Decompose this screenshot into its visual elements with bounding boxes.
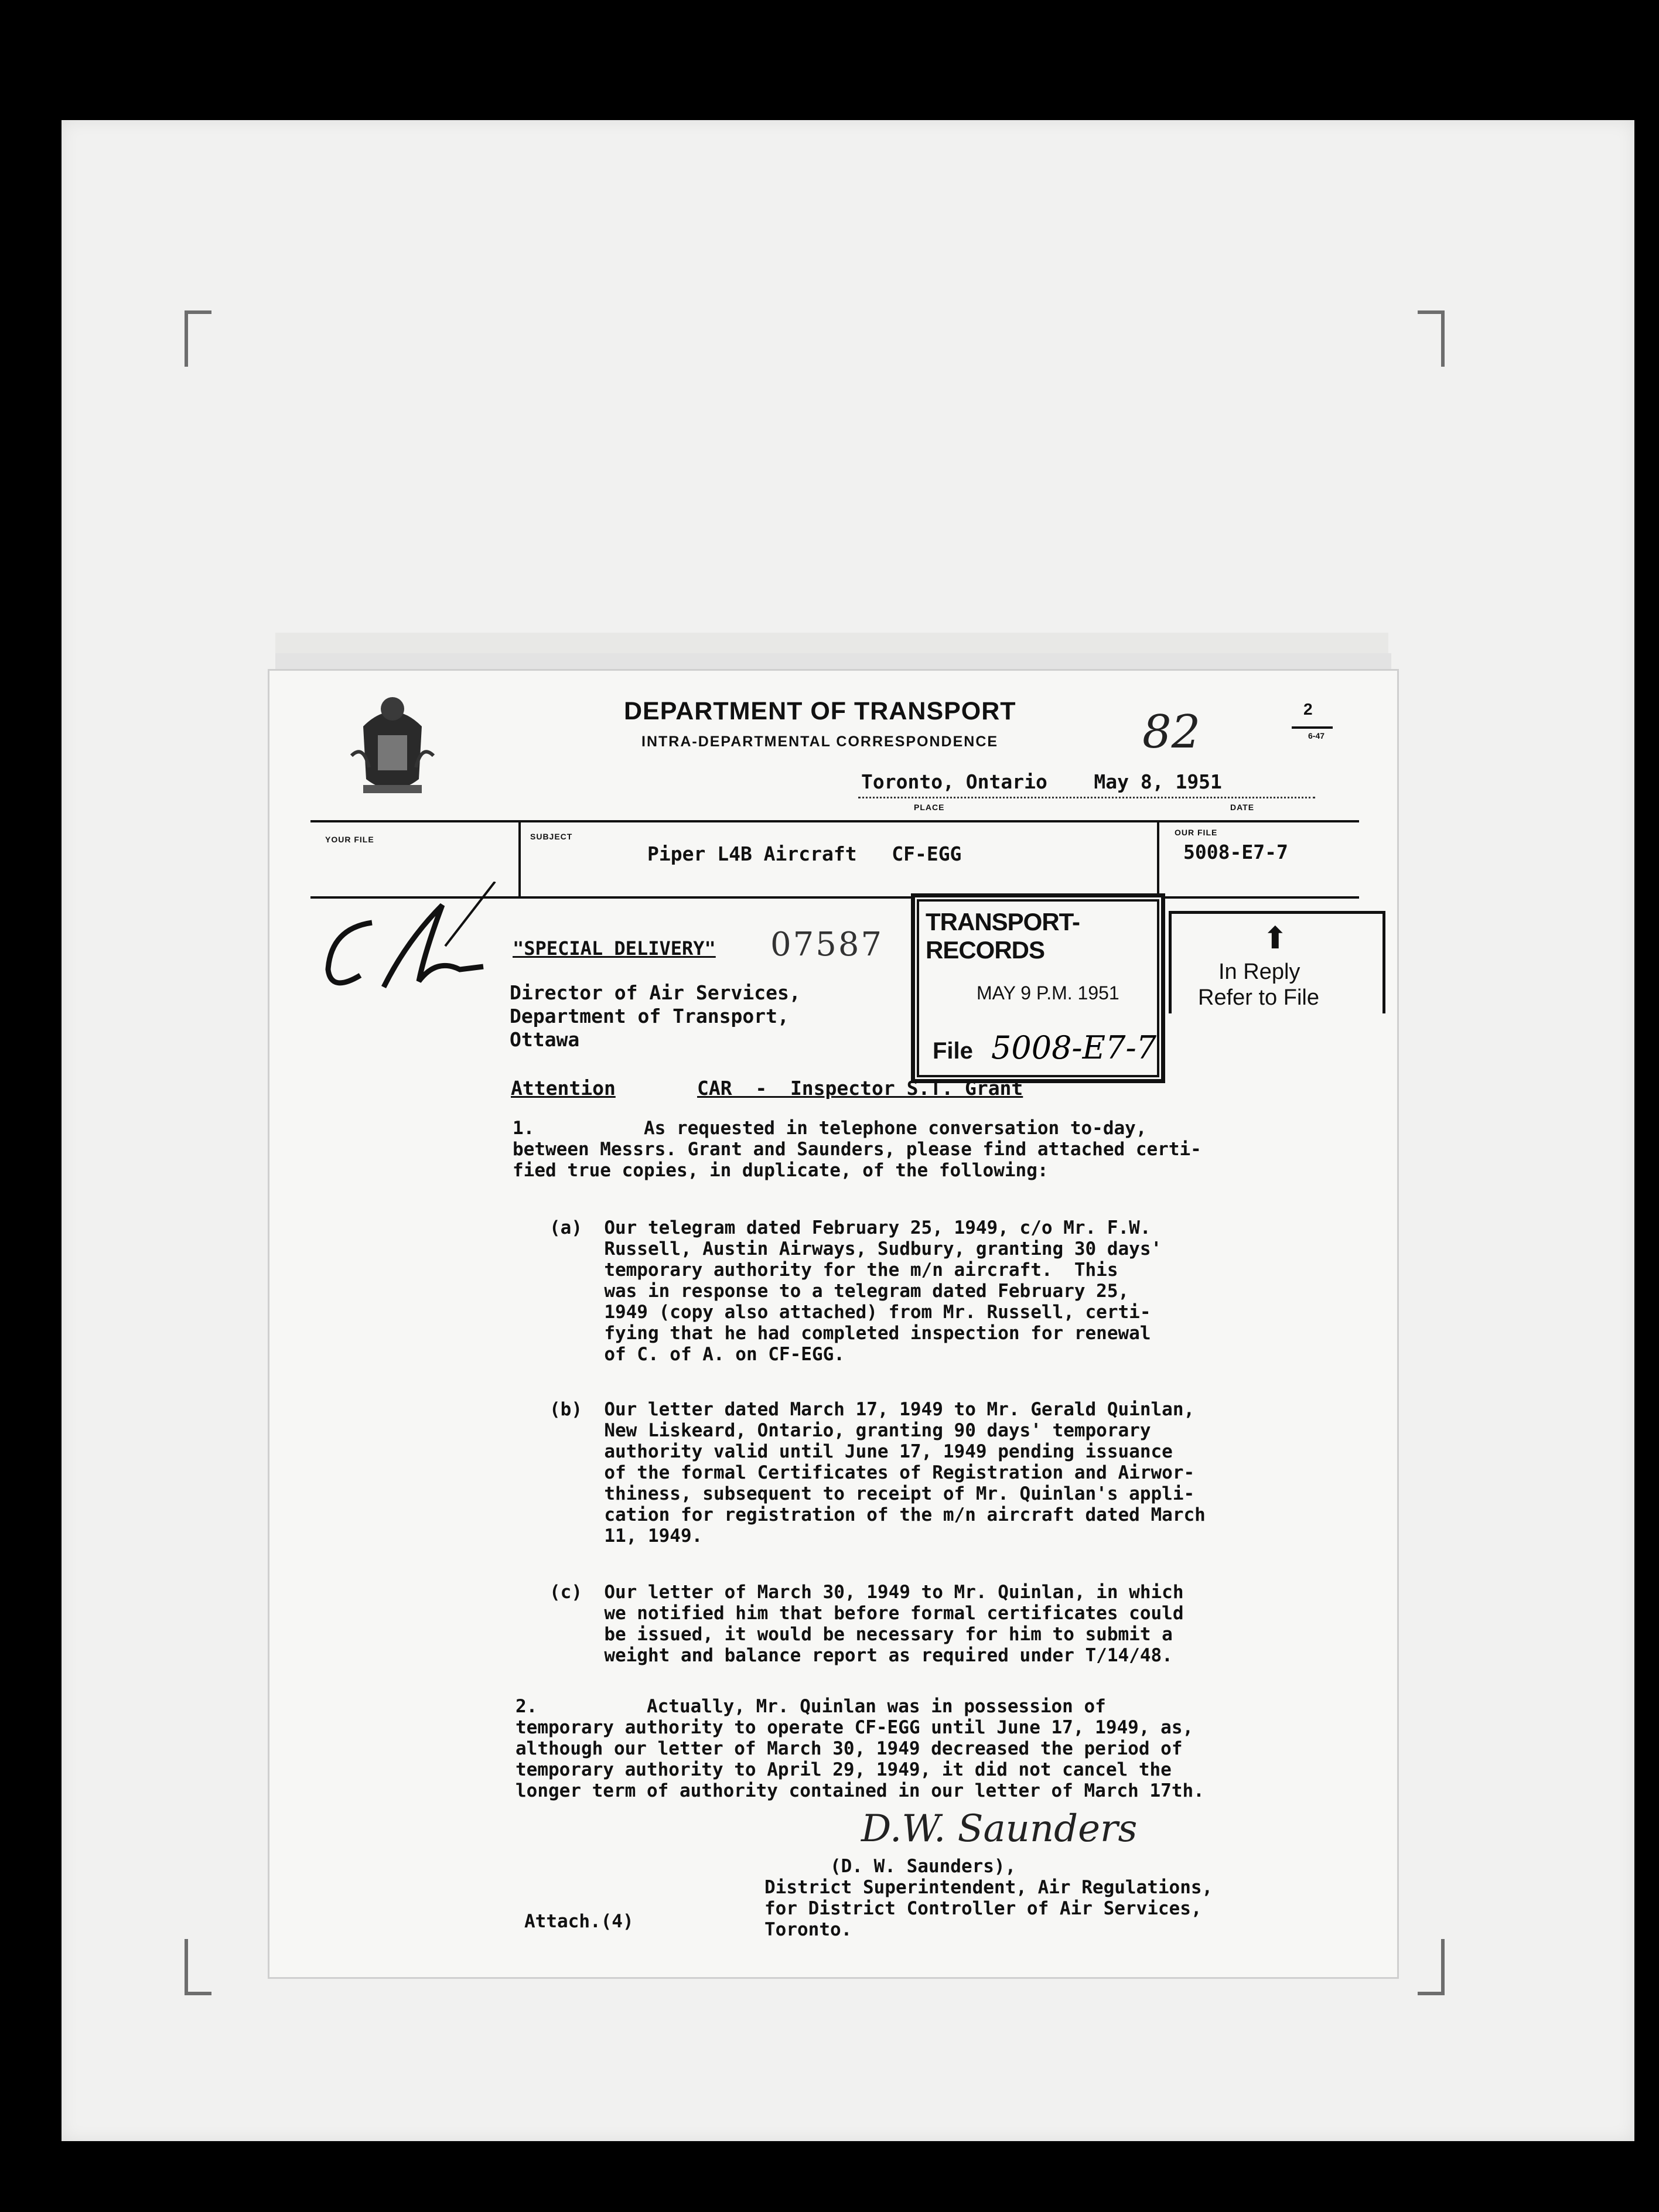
- reply-line-1: In Reply: [1218, 960, 1300, 984]
- paragraph-2: 2. Actually, Mr. Quinlan was in possession of temporary authority to operate CF-EGG until June 17, 1949, as, although our letter of March 30, 1949 decreased the period of temporary authority to April 29, 1949, it did not cancel the longer term of authority contained in our letter of March 17th.: [516, 1696, 1204, 1801]
- up-arrow-icon: ⬆: [1262, 921, 1288, 955]
- our-file-label: OUR FILE: [1175, 828, 1218, 837]
- signature-block: (D. W. Saunders), District Superintendent, Air Regulations, for District Controller of Air Services, Toronto.: [764, 1856, 1213, 1940]
- records-stamp-title: TRANSPORT-RECORDS: [926, 908, 1080, 964]
- handwritten-signature: D.W. Saunders: [861, 1807, 1138, 1851]
- our-file-value: 5008-E7-7: [1183, 841, 1288, 863]
- attention-label: Attention: [511, 1077, 616, 1100]
- paragraph-1a: (a) Our telegram dated February 25, 1949, c/o Mr. F.W. Russell, Austin Airways, Sudbury, granting 30 days' temporary authority for the m/n aircraft. This was in response to a telegram dated February 25, 1949 (copy also attached) from Mr. Russell, certi- fying that he had completed inspection for renewal of C. of A. on CF-EGG.: [549, 1217, 1162, 1365]
- stamp-number: 07587: [770, 926, 884, 964]
- crop-mark-top-right: [1418, 310, 1445, 367]
- reply-line-2: Refer to File: [1198, 985, 1319, 1010]
- coat-of-arms-icon: [346, 691, 439, 803]
- paragraph-1c: (c) Our letter of March 30, 1949 to Mr. Quinlan, in which we notified him that before formal certificates could be issued, it would be necessary for him to submit a weight and balance report as required under T/14/48.: [549, 1582, 1184, 1666]
- special-delivery-label: "SPECIAL DELIVERY": [513, 937, 716, 960]
- subject-value: Piper L4B Aircraft CF-EGG: [647, 842, 962, 865]
- crop-mark-top-left: [185, 310, 211, 367]
- place-date-line: [861, 770, 1222, 793]
- date-label: DATE: [1230, 803, 1255, 812]
- handwritten-initials-icon: [319, 882, 507, 1011]
- subject-label: SUBJECT: [530, 832, 573, 841]
- attention-value: CAR - Inspector S.T. Grant: [697, 1077, 1023, 1100]
- your-file-label: YOUR FILE: [325, 835, 374, 844]
- reply-box: [1169, 911, 1385, 1013]
- records-stamp-file-label: File: [933, 1038, 973, 1064]
- handwritten-page-number: 82: [1142, 706, 1201, 759]
- fields-divider-1: [518, 821, 521, 897]
- crop-mark-bottom-left: [185, 1939, 211, 1995]
- paragraph-1: 1. As requested in telephone conversation to-day, between Messrs. Grant and Saunders, please find attached certi- fied true copies, in duplicate, of the following:: [513, 1118, 1201, 1181]
- form-number: 2: [1303, 700, 1313, 718]
- place-value: Toronto, Ontario: [861, 770, 1047, 793]
- paragraph-1b: (b) Our letter dated March 17, 1949 to Mr. Gerald Quinlan, New Liskeard, Ontario, granting 90 days' temporary authority valid until June 17, 1949 pending issuance of the formal Certificates of Registration and Airwor- thiness, subsequent to receipt of Mr. Quinlan's appli- cation for registration of the m/n aircraft dated March 11, 1949.: [549, 1399, 1206, 1547]
- department-subtitle: INTRA-DEPARTMENTAL CORRESPONDENCE: [641, 733, 999, 750]
- recipient-address: [510, 981, 801, 1052]
- form-number-divider: [1292, 726, 1333, 729]
- transport-records-stamp: [911, 893, 1165, 1083]
- crop-mark-bottom-right: [1418, 1939, 1445, 1995]
- fields-divider-2: [1157, 821, 1159, 897]
- place-label: PLACE: [914, 803, 945, 812]
- address-line-1: Director of Air Services,: [510, 981, 801, 1004]
- attachment-note: Attach.(4): [524, 1911, 634, 1932]
- address-line-2: Department of Transport,: [510, 1005, 789, 1028]
- form-revision: 6-47: [1308, 731, 1325, 740]
- fields-top-rule: [310, 820, 1359, 822]
- address-line-3: Ottawa: [510, 1028, 580, 1051]
- date-value: May 8, 1951: [1094, 770, 1222, 793]
- records-stamp-file-value: 5008-E7-7: [991, 1029, 1157, 1066]
- records-stamp-date: MAY 9 P.M. 1951: [977, 982, 1119, 1003]
- department-title: DEPARTMENT OF TRANSPORT: [624, 697, 1016, 725]
- place-date-rule: [858, 797, 1315, 798]
